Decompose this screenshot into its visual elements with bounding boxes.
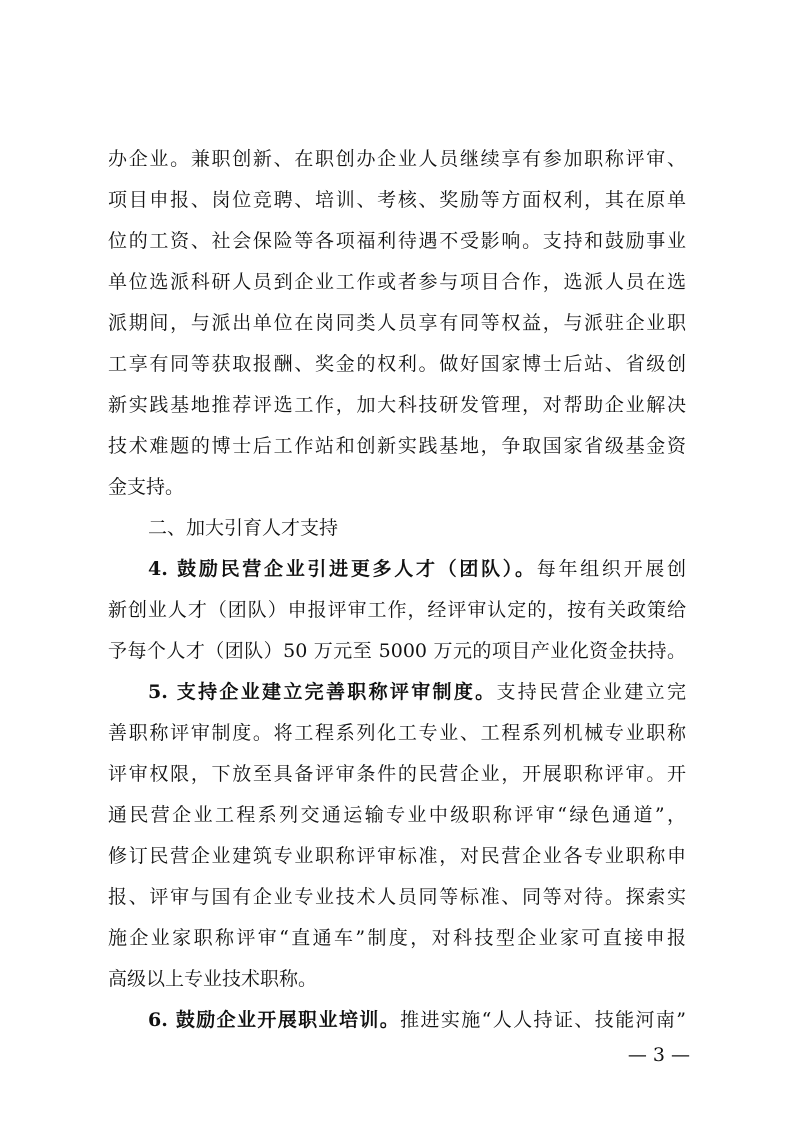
text-line: 新创业人才（团队）申报评审工作，经评审认定的，按有关政策给	[108, 599, 686, 621]
text-line: 予每个人才（团队）50 万元至 5000 万元的项目产业化资金扶持。	[108, 640, 686, 662]
text-line: 技术难题的博士后工作站和创新实践基地，争取国家省级基金资	[108, 435, 686, 457]
text-line: 报、评审与国有企业专业技术人员同等标准、同等对待。探索实	[108, 886, 686, 908]
text-line: 项目申报、岗位竞聘、培训、考核、奖励等方面权利，其在原单	[108, 189, 686, 211]
text-line: 通民营企业工程系列交通运输专业中级职称评审“绿色通道”，	[108, 804, 686, 826]
text-line: 新实践基地推荐评选工作，加大科技研发管理，对帮助企业解决	[108, 394, 686, 416]
item-5-first-line	[148, 674, 686, 711]
item-5-text: 支持民营企业建立完	[496, 681, 686, 703]
text-line: 善职称评审制度。将工程系列化工专业、工程系列机械专业职称	[108, 722, 686, 744]
text-line: 单位选派科研人员到企业工作或者参与项目合作，选派人员在选	[108, 271, 686, 293]
item-6-text: 推进实施“人人持证、技能河南”	[400, 1009, 686, 1031]
text-line: 施企业家职称评审“直通车”制度，对科技型企业家可直接申报	[108, 927, 686, 949]
text-line: 金支持。	[108, 476, 185, 498]
text-line: 评审权限，下放至具备评审条件的民营企业，开展职称评审。开	[108, 763, 686, 785]
text-line: 高级以上专业技术职称。	[108, 968, 318, 990]
item-4-text: 每年组织开展创	[536, 558, 686, 580]
item-5-title: 5. 支持企业建立完善职称评审制度。	[148, 681, 497, 703]
item-4-first-line	[148, 551, 686, 588]
page-number: — 3 —	[627, 1044, 690, 1066]
item-6-first-line	[148, 1002, 686, 1039]
item-4-title: 4. 鼓励民营企业引进更多人才（团队）。	[148, 558, 537, 580]
text-line: 位的工资、社会保险等各项福利待遇不受影响。支持和鼓励事业	[108, 230, 686, 252]
text-line: 修订民营企业建筑专业职称评审标准，对民营企业各专业职称申	[108, 845, 686, 867]
text-line: 派期间，与派出单位在岗同类人员享有同等权益，与派驻企业职	[108, 312, 686, 334]
section-heading: 二、加大引育人才支持	[148, 517, 339, 539]
item-6-title: 6. 鼓励企业开展职业培训。	[148, 1009, 401, 1031]
text-line: 办企业。兼职创新、在职创办企业人员继续享有参加职称评审、	[108, 148, 686, 170]
text-line: 工享有同等获取报酬、奖金的权利。做好国家博士后站、省级创	[108, 353, 686, 375]
